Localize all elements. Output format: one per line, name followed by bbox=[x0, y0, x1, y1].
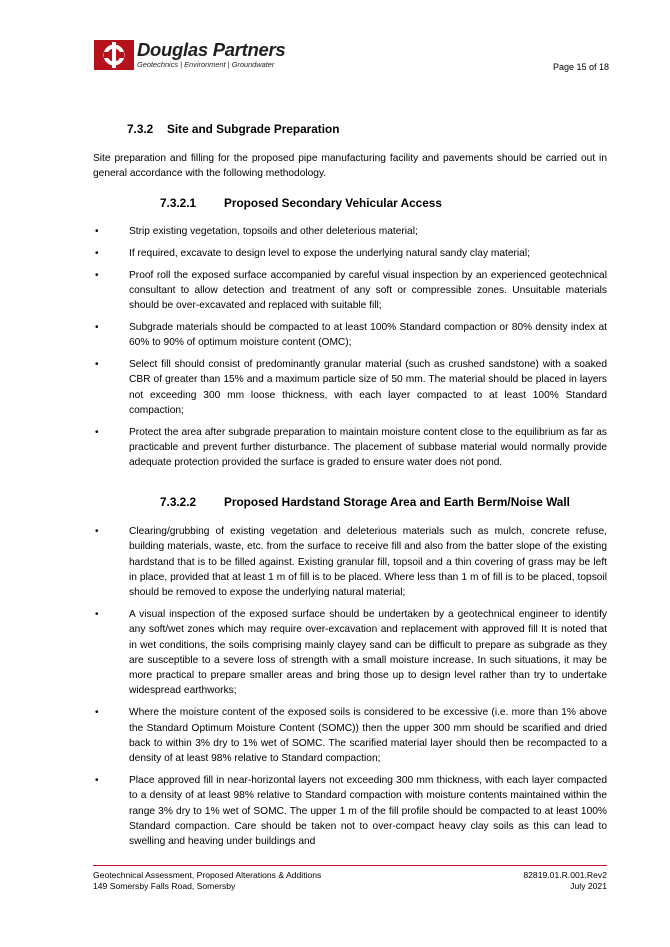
footer-right bbox=[523, 870, 607, 892]
list-item: • Strip existing vegetation, topsoils and other deleterious material; bbox=[93, 224, 607, 239]
bullet-icon: • bbox=[95, 226, 99, 237]
bullet-icon: • bbox=[95, 269, 99, 281]
list-item: • A visual inspection of the exposed surface should be undertaken by a geotechnical engineer to identify any soft/wet zones which may require over-excavation and replacement with approved fill It is noted that in wet conditions, the soils comprising mainly clayey sand can be difficult to prepare as subgrade as they are susceptible to a severe loss of strength with a small moisture increase. In such situations, it may be more practical to prepare smaller areas and bring those up to design level rather than try to undertake widespread earthworks; bbox=[95, 608, 607, 697]
bullet-icon: • bbox=[95, 321, 99, 333]
section-number: 7.3.2 bbox=[127, 122, 154, 136]
list-item: • Proof roll the exposed surface accompanied by careful visual inspection by an experienced geotechnical consultant to allow detection and treatment of any soft or compressible zones. Unsuitable materials should be over-excavated and replaced with suitable fill; bbox=[95, 269, 607, 312]
bullet-list-hardstand bbox=[93, 524, 607, 856]
list-item: • Protect the area after subgrade preparation to maintain moisture content close to the equilibrium as far as practicable and prevent further disturbance. The placement of subbase material would normally provide adequate protection provided the surface is graded to ensure water does not pond. bbox=[95, 426, 607, 469]
bullet-icon: • bbox=[95, 247, 99, 259]
brand-name: Douglas Partners bbox=[137, 39, 286, 60]
subsection-title: Proposed Secondary Vehicular Access bbox=[224, 196, 442, 210]
subsection-heading bbox=[160, 495, 570, 509]
brand-tagline: Geotechnics | Environment | Groundwater bbox=[137, 60, 275, 69]
footer-divider bbox=[93, 865, 607, 866]
section-heading bbox=[127, 122, 339, 136]
bullet-icon: • bbox=[95, 426, 99, 438]
list-item: • Where the moisture content of the exposed soils is considered to be excessive (i.e. more than 1% above the Standard Optimum Moisture Content (SOMC)) then the upper 300 mm should be scarified and dried back to within 3% dry to 1% wet of SOMC. The scarified material layer should then be recompacted to a density of at least 98% relative to Standard compaction; bbox=[95, 707, 607, 765]
dp-monogram-icon bbox=[94, 40, 134, 70]
footer-left bbox=[93, 870, 321, 892]
footer-report-title: Geotechnical Assessment, Proposed Alterations & Additions bbox=[93, 870, 322, 880]
list-item: • If required, excavate to design level to expose the underlying natural sandy clay material; bbox=[93, 246, 607, 261]
list-item: • Place approved fill in near-horizontal layers not exceeding 300 mm thickness, with each layer compacted to a density of at least 98% relative to Standard compaction with moisture contents maintained within the range 3% dry to 1% wet of SOMC. The upper 1 m of the fill profile should be compacted to at least 100% Standard compaction. Care should be taken not to over-compact heavy clay soils as this can lead to swelling and heaving under buildings and bbox=[95, 774, 607, 848]
list-item: • Select fill should consist of predominantly granular material (such as crushed sandstone) with a soaked CBR of greater than 15% and a maximum particle size of 50 mm. The material should be placed in layers not exceeding 300 mm loose thickness, with each layer compacted to at least 100% Standard compaction; bbox=[95, 359, 607, 416]
subsection-heading bbox=[160, 196, 442, 210]
company-logo bbox=[94, 40, 314, 74]
footer-address: 149 Somersby Falls Road, Somersby bbox=[93, 881, 236, 891]
bullet-list-access bbox=[93, 224, 607, 477]
list-item: • Subgrade materials should be compacted to at least 100% Standard compaction or 80% density index at 60% to 90% of optimum moisture content (OMC); bbox=[95, 321, 607, 349]
footer-date: July 2021 bbox=[570, 881, 607, 891]
bullet-icon: • bbox=[95, 608, 99, 620]
bullet-icon: • bbox=[95, 707, 99, 719]
bullet-icon: • bbox=[95, 774, 99, 786]
bullet-icon: • bbox=[95, 359, 99, 371]
bullet-icon: • bbox=[95, 526, 99, 537]
subsection-title: Proposed Hardstand Storage Area and Earth Berm/Noise Wall bbox=[224, 495, 570, 509]
footer-report-number: 82819.01.R.001.Rev2 bbox=[523, 870, 607, 880]
section-intro: Site preparation and filling for the proposed pipe manufacturing facility and pavements should be carried out in general accordance with the following methodology. bbox=[93, 153, 607, 180]
subsection-number: 7.3.2.1 bbox=[160, 196, 197, 210]
list-item: • Clearing/grubbing of existing vegetation and deleterious materials such as mulch, concrete refuse, building materials, waste, etc. from the surface to receive fill and also from the batter slope of the existing hardstand that is to be filled against. Existing granular fill, topsoil and a thin covering of grass may be left in place, provided that at least 1 m of fill is to be placed. Where less than 1 m of fill is to be placed, topsoil should be removed to expose the underlying natural material; bbox=[95, 526, 607, 599]
page-number: Page 15 of 18 bbox=[552, 62, 609, 72]
subsection-number: 7.3.2.2 bbox=[160, 495, 197, 509]
section-title: Site and Subgrade Preparation bbox=[167, 122, 340, 136]
